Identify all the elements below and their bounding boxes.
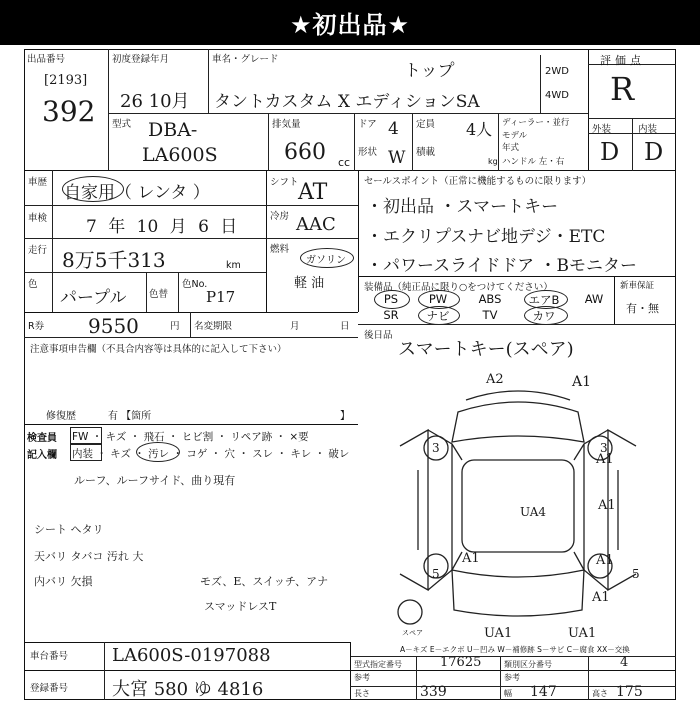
shift-label: シフト — [270, 177, 299, 188]
name-value: タントカスタム X エディションSA — [214, 92, 480, 112]
width-label: 幅 — [504, 689, 512, 698]
mark-ua1-left: UA1 — [484, 626, 513, 641]
aftermarket-label: 後日品 — [364, 330, 393, 341]
transfer-day: 日 — [340, 321, 350, 332]
handle-label: ハンドル 左・右 — [502, 157, 565, 167]
shape-label: 形状 — [358, 147, 378, 158]
model-label: 型式 — [112, 119, 132, 130]
equip-airbag: エアB — [528, 293, 560, 307]
cap-value: 4人 — [466, 120, 493, 139]
damage-legend: A－キズ E－エクボ U－凹み W－補修跡 S－サビ C－腐食 XX－交換 — [400, 645, 630, 654]
equip-leather: カワ — [532, 309, 556, 323]
ext-label: 外装 — [592, 124, 612, 135]
recycle-label: R券 — [28, 321, 45, 332]
mark-a1-rear: A1 — [592, 590, 610, 605]
equip-leather-circle — [524, 306, 568, 325]
mark-a1-right-2: A1 — [598, 498, 616, 513]
fuel-sub: 軽 油 — [294, 276, 325, 291]
inspect-label: 車検 — [28, 213, 48, 224]
mark-ua1-right: UA1 — [568, 626, 597, 641]
inspector-box-1 — [70, 427, 102, 444]
model-year-label: モデル — [502, 131, 528, 141]
comment-5: モズ、E、スイッチ、アナ — [200, 575, 329, 588]
mark-a1-right-1: A1 — [596, 452, 614, 467]
int-label: 内装 — [638, 124, 658, 135]
inspector-row1: FW ・ キズ ・ 飛石 ・ ヒビ割 ・ リペア跡 ・ ×要 — [72, 431, 309, 443]
fuel-label: 燃料 — [270, 244, 290, 255]
mileage-value: 8万5千313 — [62, 248, 166, 272]
classno-label: 類別区分番号 — [504, 660, 552, 669]
comment-4: 内バリ 欠損 — [34, 575, 93, 588]
inspect-value: 7 年 10 月 6 日 — [86, 217, 238, 237]
equip-tv: TV — [482, 308, 498, 322]
inspector-row2-circle — [136, 442, 180, 462]
spare-label: スペア — [402, 629, 423, 637]
lot-label: 出品番号 — [27, 54, 66, 65]
door-label: ドア — [358, 119, 377, 130]
color-value: パープル — [60, 288, 127, 308]
inspector-row2: 内装 ・ キズ ・ 汚レ ・ コゲ ・ 穴 ・ スレ ・ キレ ・ 破レ — [72, 448, 350, 460]
shape-value: W — [388, 148, 406, 168]
recycle-unit: 円 — [170, 321, 180, 332]
width-value: 147 — [530, 684, 557, 700]
typeno-value: 17625 — [440, 655, 482, 670]
dealer-label: ディーラー・並行 — [502, 118, 570, 128]
sales-line-1: ・初出品 ・スマートキー — [366, 197, 559, 217]
comment-6: スマッドレスT — [204, 600, 277, 613]
mark-a1-left: A1 — [462, 551, 480, 566]
history-label: 車歴 — [28, 177, 48, 188]
score-label: 評価点 — [600, 54, 645, 67]
inspector-label-1: 検査員 — [27, 433, 57, 444]
history-value: 自家用（ レンタ ） — [64, 183, 210, 203]
colorno-label: 色替 — [149, 289, 169, 300]
equip-pw: PW — [428, 292, 448, 306]
transfer-month: 月 — [290, 321, 300, 332]
disp-value: 660 — [284, 140, 326, 165]
cap-label: 定員 — [416, 119, 436, 130]
mileage-label: 走行 — [28, 245, 48, 256]
inspector-box-2 — [70, 444, 102, 461]
repair-end: 】 — [340, 411, 350, 422]
sales-line-3: ・パワースライドドア ・Bモニター — [366, 256, 638, 276]
warranty-value: 有・無 — [626, 302, 659, 315]
equip-ps: PS — [383, 292, 399, 306]
banner-title: ★初出品★ — [289, 11, 411, 39]
mark-ua4: UA4 — [520, 505, 547, 519]
equip-aw: AW — [584, 292, 604, 306]
classno-value: 4 — [620, 655, 629, 670]
notes-title: 注意事項申告欄（不具合内容等は具体的に記入して下さい） — [30, 344, 287, 355]
load-unit: kg — [488, 157, 498, 166]
plate-label: 登録番号 — [30, 683, 69, 694]
color-label: 色 — [28, 279, 38, 290]
sales-title: セールスポイント（正常に機能するものに限ります） — [364, 176, 592, 187]
repair-label: 修復歴 — [46, 411, 76, 422]
aftermarket-value: スマートキー(スペア) — [398, 339, 574, 360]
chassis-value: LA600S-0197088 — [112, 645, 271, 666]
shift-value: AT — [298, 180, 328, 205]
equip-title: 装備品（純正品に限り○をつけてください） — [364, 282, 553, 293]
year-label: 年式 — [502, 143, 520, 153]
typeno-label: 型式指定番号 — [354, 660, 402, 669]
equip-navi-circle — [418, 306, 460, 325]
equip-sr: SR — [383, 308, 399, 322]
plate-value: 大宮 580 ゆ 4816 — [112, 679, 264, 700]
height-label: 高さ — [592, 689, 608, 698]
lot-sub: [2193] — [44, 73, 88, 88]
colorcode-value: P17 — [206, 288, 236, 306]
ext-value: D — [600, 138, 620, 166]
comment-3: 天バリ タバコ 汚れ 大 — [34, 550, 144, 563]
ac-value: AAC — [296, 214, 336, 235]
disp-label: 排気量 — [272, 119, 301, 130]
chassis-label: 車台番号 — [30, 651, 69, 662]
inspector-label-2: 記入欄 — [27, 450, 57, 461]
int-value: D — [644, 138, 664, 166]
colorcode-label: 色No. — [182, 279, 208, 290]
disp-unit: cc — [338, 156, 351, 169]
drive-2wd: 2WD — [545, 66, 569, 77]
sales-line-2: ・エクリプスナビ地デジ・ETC — [366, 227, 606, 247]
reg-value: 26 10月 — [120, 91, 190, 112]
recycle-value: 9550 — [88, 314, 139, 338]
length-label: 長さ — [354, 689, 370, 698]
mark-3-left: 3 — [432, 441, 440, 455]
reg-label: 初度登録年月 — [112, 54, 170, 65]
model-value-1: DBA- — [148, 119, 198, 141]
repair-value: 有 【箇所 — [108, 411, 152, 422]
equip-navi: ナビ — [426, 309, 450, 323]
mileage-unit: km — [226, 260, 241, 271]
transfer-label: 名変期限 — [194, 321, 233, 332]
mark-5-right: 5 — [632, 567, 640, 581]
mark-a2: A2 — [486, 372, 504, 387]
fuel-value: ガソリン — [306, 255, 346, 266]
score-value: R — [610, 70, 635, 108]
mark-3-right: 3 — [600, 441, 608, 455]
ref-label-1: 参考 — [354, 673, 370, 682]
lot-number: 392 — [42, 95, 96, 128]
mark-a1-right-3: A1 — [596, 553, 614, 568]
length-value: 339 — [420, 684, 447, 700]
mark-5-left: 5 — [432, 567, 440, 581]
comment-1: ルーフ、ルーフサイド、曲り現有 — [74, 474, 236, 487]
name-extra: トップ — [404, 61, 455, 81]
load-label: 積載 — [416, 147, 436, 158]
height-value: 175 — [616, 684, 643, 700]
equip-ps-circle — [374, 290, 410, 309]
auction-banner — [0, 0, 700, 45]
car-damage-diagram — [358, 360, 676, 638]
drive-4wd: 4WD — [545, 90, 569, 101]
ac-label: 冷房 — [270, 211, 290, 222]
comment-2: シート ヘタリ — [34, 523, 104, 536]
door-value: 4 — [388, 119, 399, 139]
equip-abs: ABS — [478, 292, 502, 306]
warranty-label: 新車保証 — [620, 281, 655, 291]
history-circle — [62, 176, 124, 202]
name-label: 車名・グレード — [212, 54, 279, 65]
ref-label-2: 参考 — [504, 673, 520, 682]
model-value-2: LA600S — [142, 144, 218, 166]
mark-a1-top: A1 — [572, 374, 592, 390]
